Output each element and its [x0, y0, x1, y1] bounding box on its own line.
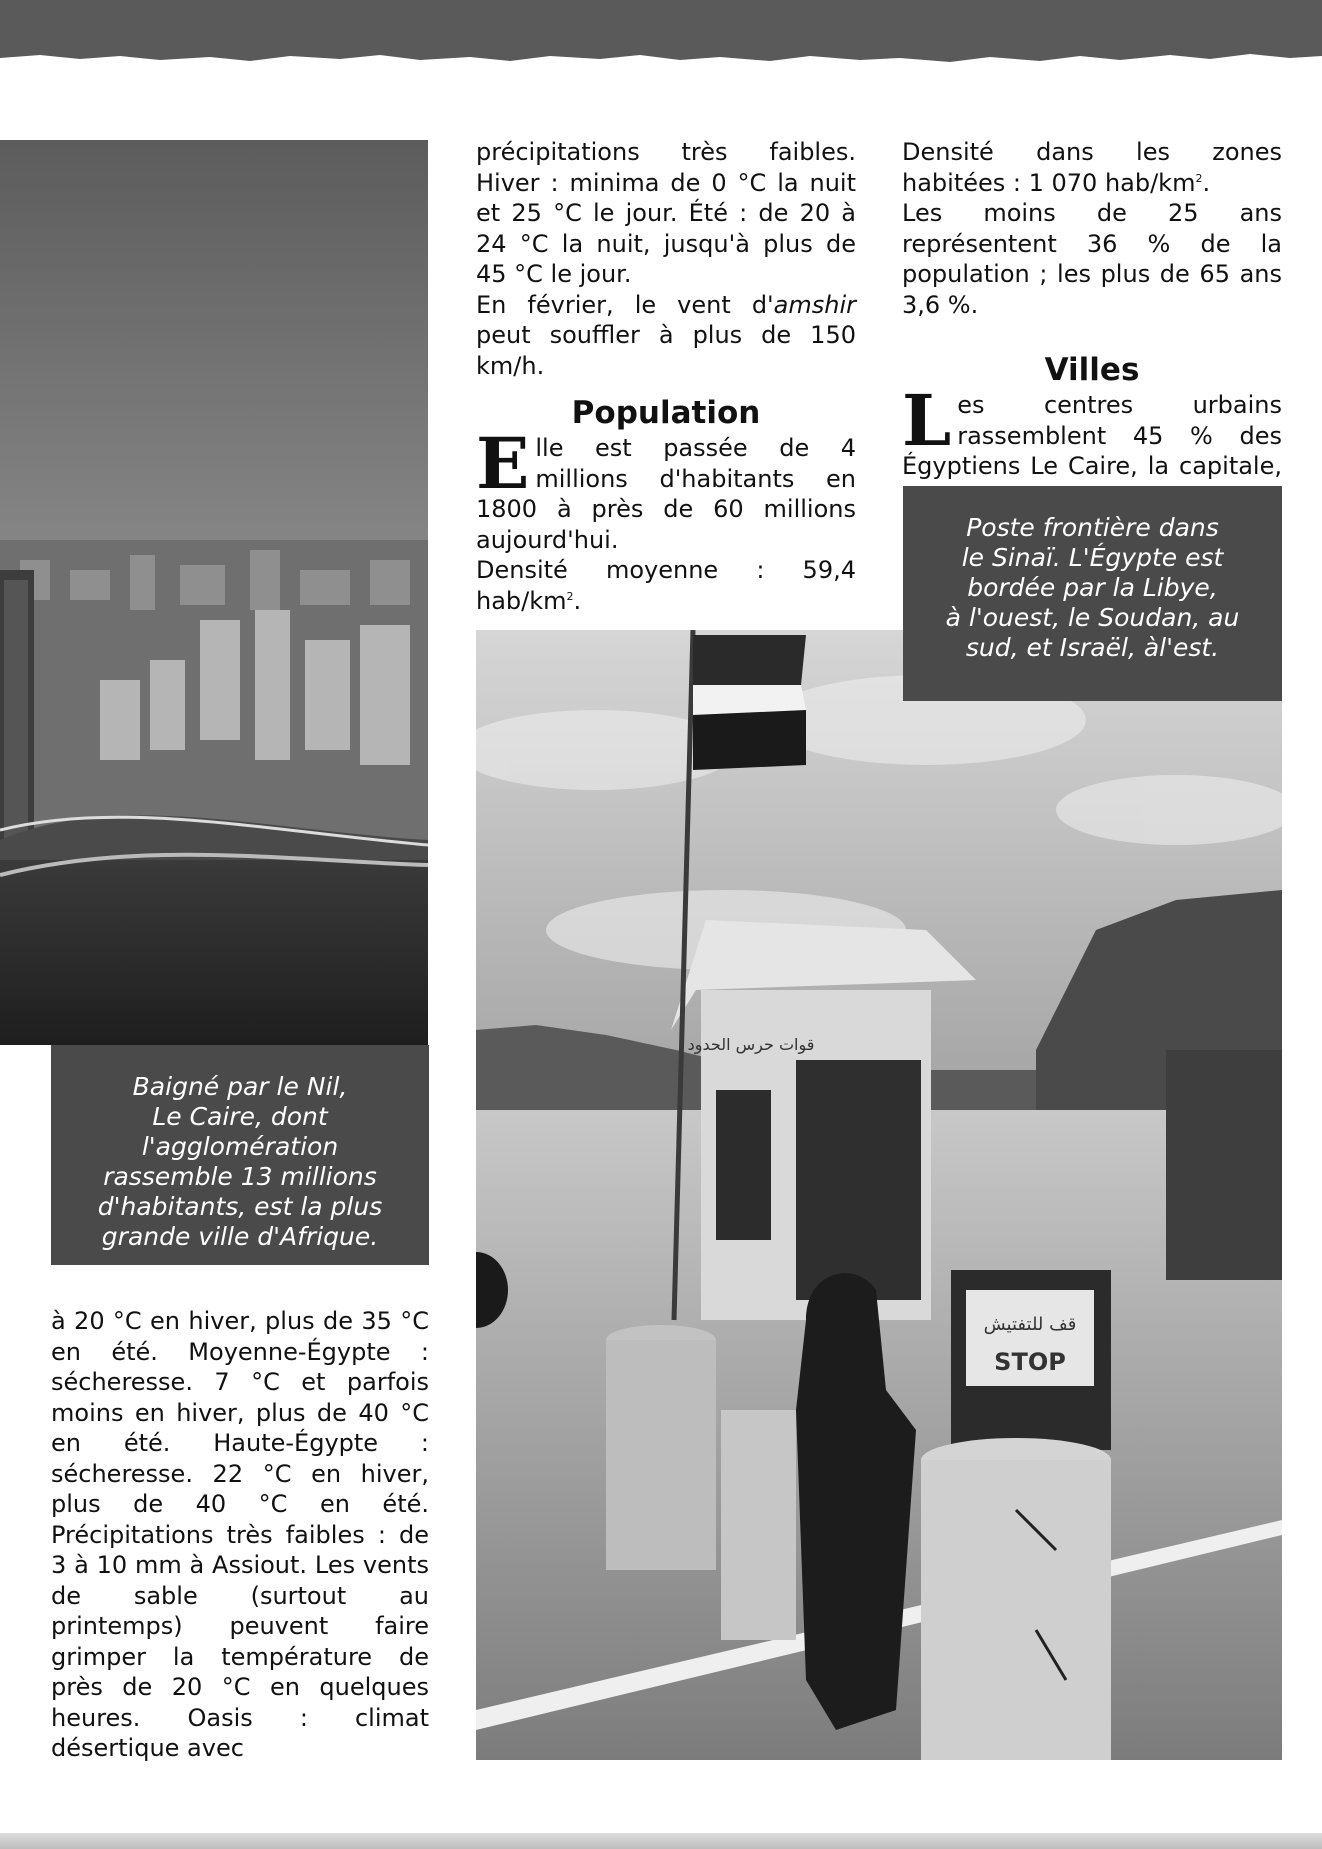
urban-density-text: Densité dans les zones habitées : 1 070 hab/km	[902, 138, 1282, 197]
density-text: Densité moyenne : 59,4 hab/km	[476, 556, 856, 615]
booth-arabic-sign: قوات حرس الحدود	[687, 1035, 815, 1054]
stop-sign-arabic: قف للتفتيش	[983, 1314, 1077, 1335]
wind-text-end: peut souffler à plus de 150 km/h.	[476, 321, 856, 380]
border-post-caption	[903, 486, 1282, 701]
caption-line: Baigné par le Nil,	[132, 1072, 348, 1101]
population-drop-cap: E	[476, 422, 530, 505]
caption-line: le Sinaï. L'Égypte est	[961, 543, 1224, 572]
population-heading: Population	[571, 395, 761, 431]
density-superscript: 2	[566, 589, 574, 603]
climate-regions-paragraph: à 20 °C en hiver, plus de 35 °C en été. Moyenne-Égypte : sécheresse. 7 °C et parfois moins en hiver, plus de 40 °C en été. Haute-Égypte : sécheresse. 22 °C en hiver, plus de 40 °C en été. Précipitations très faibles : de 3 à 10 mm à Assiout. Les vents de sable (surtout au printemps) peuvent faire grimper la température de près de 20 °C en quelques heures. Oasis : climat désertique avec	[51, 1307, 429, 1762]
caption-line: Le Caire, dont	[152, 1102, 328, 1131]
density-paragraph	[476, 555, 856, 616]
text-column-middle	[476, 137, 856, 616]
wind-text-start: En février, le vent d'	[476, 290, 774, 319]
age-paragraph: Les moins de 25 ans représentent 36 % de la population ; les plus de 65 ans 3,6 %.	[902, 199, 1282, 319]
bottom-decorative-band	[0, 1833, 1322, 1849]
urban-density-paragraph	[902, 137, 1282, 198]
caption-line: bordée par la Libye,	[967, 573, 1218, 602]
urban-density-superscript: 2	[1195, 171, 1203, 185]
climate-paragraph: précipitations très faibles. Hiver : minima de 0 °C la nuit et 25 °C le jour. Été : de 20 à 24 °C la nuit, jusqu'à plus de 45 °C le jour.	[476, 138, 856, 288]
cairo-photo-caption	[51, 1045, 429, 1265]
population-paragraph	[476, 422, 856, 555]
caption-line: Poste frontière dans	[966, 513, 1219, 542]
villes-text: es centres urbains rassemblent 45 % des Égyptiens Le Caire, la capitale,	[902, 391, 1282, 480]
stop-sign-text: STOP	[994, 1348, 1066, 1376]
top-decorative-band	[0, 0, 1322, 66]
caption-line: à l'ouest, le Soudan, au	[945, 603, 1240, 632]
wind-paragraph	[476, 290, 856, 382]
caption-line: l'agglomération	[141, 1132, 339, 1161]
border-post-photo	[476, 630, 1282, 1760]
amshir-term: amshir	[773, 290, 856, 319]
cairo-skyline-photo	[0, 140, 428, 1045]
population-text: lle est passée de 4 millions d'habitants en 1800 à près de 60 millions aujourd'hui.	[476, 434, 856, 554]
villes-drop-cap: L	[902, 379, 952, 462]
villes-heading: Villes	[1044, 352, 1140, 388]
caption-line: rassemble 13 millions	[103, 1162, 377, 1191]
text-column-left	[51, 1306, 429, 1764]
text-column-right	[902, 137, 1282, 512]
urban-density-period: .	[1202, 168, 1211, 197]
caption-line: grande ville d'Afrique.	[101, 1222, 379, 1251]
density-period: .	[573, 586, 582, 615]
caption-line: sud, et Israël, àl'est.	[965, 633, 1220, 662]
caption-line: d'habitants, est la plus	[97, 1192, 383, 1221]
